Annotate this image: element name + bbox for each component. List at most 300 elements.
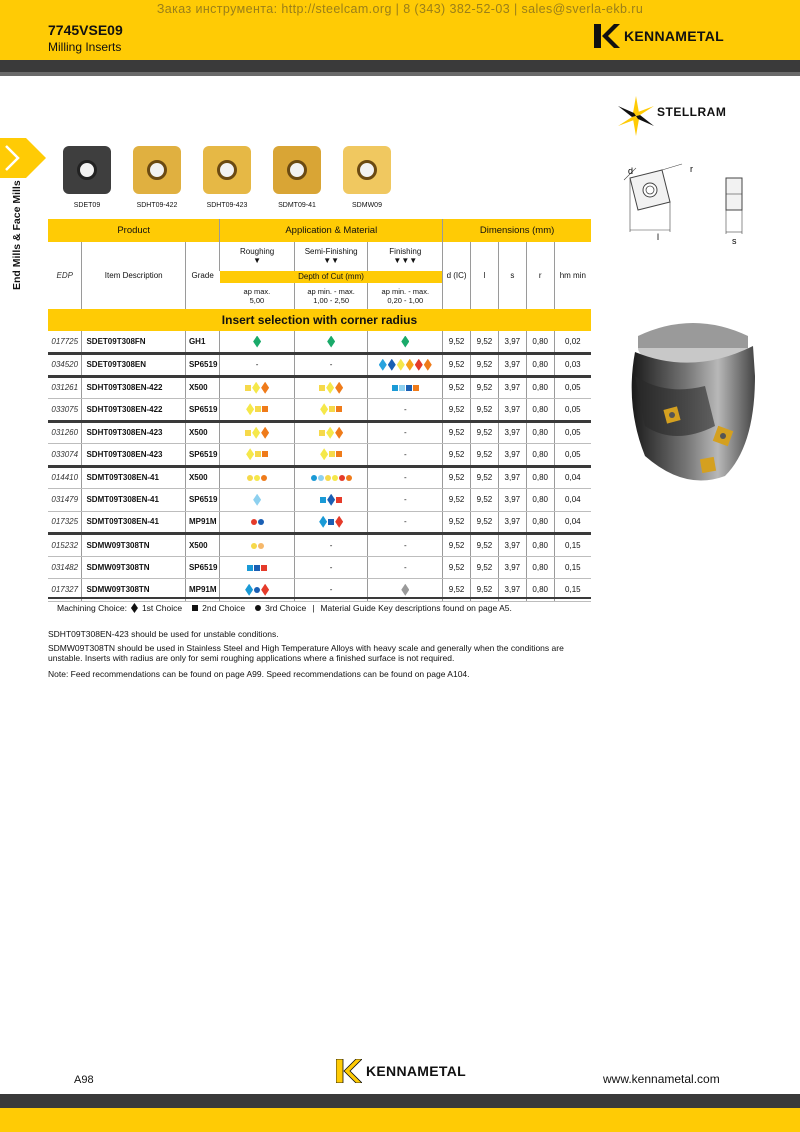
second-choice-square-icon xyxy=(255,451,261,457)
footer-stripe xyxy=(0,1094,800,1108)
col-finishing xyxy=(368,242,443,271)
insert-label-sdht09-422: SDHT09-422 xyxy=(136,202,178,209)
grade-cell: SP6519 xyxy=(185,354,219,377)
table-row xyxy=(48,444,591,467)
application-symbols xyxy=(220,444,294,467)
depth-of-cut: Depth of Cut (mm) xyxy=(220,271,443,283)
l-cell: 9,52 xyxy=(471,466,499,489)
col-edp: EDP xyxy=(56,270,73,280)
note-sdmw: SDMW09T308TN should be used in Stainless Steel and High Temperature Alloys with heavy scale and generally when the conditions are unstable. Inserts with radius are only for semi roughing applications where a finished surface is not required. xyxy=(48,643,564,663)
grade-cell: SP6519 xyxy=(185,489,219,512)
l-cell: 9,52 xyxy=(471,579,499,602)
application-symbols xyxy=(220,376,294,399)
product-code: 7745VSE09 xyxy=(48,22,123,38)
first-choice-diamond-icon xyxy=(252,382,260,394)
table-bottom-rule xyxy=(48,597,591,599)
second-choice-square-icon xyxy=(254,565,260,571)
symbol-group xyxy=(319,427,343,439)
second-choice-square-icon xyxy=(329,406,335,412)
item-description-cell: SDMW09T308TN xyxy=(82,579,185,602)
edp-cell: 031482 xyxy=(48,556,82,579)
ap-finish xyxy=(368,283,443,309)
first-choice-diamond-icon xyxy=(327,336,335,348)
insert-label-sdmw09: SDMW09 xyxy=(352,202,382,209)
symbol-group xyxy=(379,359,432,371)
legend-divider: | xyxy=(312,603,315,613)
l-cell: 9,52 xyxy=(471,376,499,399)
item-description-cell: SDET09T308EN xyxy=(82,354,185,377)
insert-image-sdht09-423 xyxy=(203,146,251,194)
first-choice-diamond-icon xyxy=(252,427,260,439)
grade-cell: X500 xyxy=(185,421,219,444)
grade-cell: MP91M xyxy=(185,511,219,534)
first-choice-diamond-icon xyxy=(253,494,261,506)
item-description-cell: SDHT09T308EN-423 xyxy=(82,444,185,467)
ap-rough-value: 5,00 xyxy=(249,295,265,305)
kennametal-wordmark: KENNAMETAL xyxy=(624,28,724,44)
side-tab-label: End Mills & Face Mills xyxy=(11,180,23,290)
insert-image-sdet09 xyxy=(63,146,111,194)
header-bar xyxy=(0,0,800,60)
l-cell: 9,52 xyxy=(471,556,499,579)
grade-cell: X500 xyxy=(185,534,219,557)
application-symbols xyxy=(294,376,368,399)
no-recommendation: - xyxy=(368,489,443,512)
website-link[interactable]: www.kennametal.com xyxy=(603,1072,720,1086)
kennametal-k-icon xyxy=(594,24,620,48)
d-cell: 9,52 xyxy=(443,556,471,579)
second-choice-square-icon xyxy=(336,497,342,503)
insert-dimension-drawing xyxy=(610,158,760,248)
no-recommendation: - xyxy=(294,354,368,377)
ap-finish-value: 0,20 - 1,00 xyxy=(387,295,424,305)
application-symbols xyxy=(220,534,294,557)
application-symbols xyxy=(294,421,368,444)
s-cell: 3,97 xyxy=(498,511,526,534)
circle-icon xyxy=(255,605,261,611)
r-cell: 0,80 xyxy=(526,511,554,534)
header-stripe xyxy=(0,60,800,72)
note-feed-speed: Note: Feed recommendations can be found on page A99. Speed recommendations can be found on page A104. xyxy=(48,669,470,679)
d-cell: 9,52 xyxy=(443,331,471,354)
table-group-header xyxy=(48,219,591,242)
kennametal-wordmark: KENNAMETAL xyxy=(366,1063,466,1079)
l-cell: 9,52 xyxy=(471,331,499,354)
grade-cell: GH1 xyxy=(185,331,219,354)
first-choice-diamond-icon xyxy=(261,427,269,439)
application-symbols xyxy=(294,511,368,534)
symbol-group xyxy=(319,516,343,528)
third-choice-circle-icon xyxy=(261,475,267,481)
second-choice-square-icon xyxy=(245,430,251,436)
insert-label-sdet09: SDET09 xyxy=(73,202,101,209)
ap-finish-label: ap min. - max. xyxy=(381,286,430,296)
table-row xyxy=(48,376,591,399)
symbol-group xyxy=(401,584,409,596)
edp-cell: 033074 xyxy=(48,444,82,467)
l-cell: 9,52 xyxy=(471,534,499,557)
no-recommendation: - xyxy=(368,421,443,444)
section-title: Insert selection with corner radius xyxy=(48,309,591,332)
item-description-cell: SDMT09T308EN-41 xyxy=(82,511,185,534)
ap-semi-label: ap min. - max. xyxy=(307,286,355,296)
first-choice-diamond-icon xyxy=(326,382,334,394)
edp-cell: 031260 xyxy=(48,421,82,444)
symbol-group xyxy=(246,448,268,460)
ap-semi-value: 1,00 - 2,50 xyxy=(313,295,350,305)
section-chevron-icon xyxy=(0,138,46,178)
s-cell: 3,97 xyxy=(498,421,526,444)
second-choice-square-icon xyxy=(262,451,268,457)
item-description-cell: SDHT09T308EN-422 xyxy=(82,399,185,422)
symbol-group xyxy=(327,336,335,348)
application-symbols xyxy=(368,354,443,377)
col-d: d (IC) xyxy=(443,242,471,309)
semi-label: Semi-Finishing xyxy=(304,247,358,256)
finishing-icon: ▼▼▼ xyxy=(393,256,418,265)
third-choice-circle-icon xyxy=(254,475,260,481)
grade-cell: X500 xyxy=(185,466,219,489)
application-symbols xyxy=(368,376,443,399)
milling-cutter-image xyxy=(605,316,760,496)
legend-guide: Material Guide Key descriptions found on page A5. xyxy=(320,603,512,613)
first-choice-diamond-icon xyxy=(415,359,423,371)
edp-cell: 033075 xyxy=(48,399,82,422)
first-choice-diamond-icon xyxy=(401,584,409,596)
table-row xyxy=(48,556,591,579)
third-choice-circle-icon xyxy=(311,475,317,481)
first-choice-diamond-icon xyxy=(320,403,328,415)
third-choice-circle-icon xyxy=(251,543,257,549)
third-choice-circle-icon xyxy=(247,475,253,481)
application-symbols xyxy=(220,421,294,444)
table-row xyxy=(48,421,591,444)
first-choice-diamond-icon xyxy=(261,382,269,394)
s-cell: 3,97 xyxy=(498,444,526,467)
col-item: Item Description xyxy=(82,242,185,309)
col-hm: hm min xyxy=(554,242,591,309)
second-choice-square-icon xyxy=(319,430,325,436)
d-cell: 9,52 xyxy=(443,444,471,467)
third-choice-circle-icon xyxy=(254,587,260,593)
third-choice-circle-icon xyxy=(258,543,264,549)
legend-first: 1st Choice xyxy=(141,603,183,613)
application-symbols xyxy=(220,489,294,512)
dim-d-label: d xyxy=(628,166,634,176)
d-cell: 9,52 xyxy=(443,579,471,602)
first-choice-diamond-icon xyxy=(246,448,254,460)
col-r: r xyxy=(526,242,554,309)
second-choice-square-icon xyxy=(399,385,405,391)
no-recommendation: - xyxy=(220,354,294,377)
hm-cell: 0,05 xyxy=(554,421,591,444)
first-choice-diamond-icon xyxy=(327,494,335,506)
symbol-group xyxy=(320,448,342,460)
hm-cell: 0,04 xyxy=(554,511,591,534)
ap-semi xyxy=(294,283,368,309)
r-cell: 0,80 xyxy=(526,466,554,489)
diamond-icon xyxy=(131,603,138,613)
header-stripe-light xyxy=(0,72,800,76)
second-choice-square-icon xyxy=(261,565,267,571)
item-description-cell: SDMT09T308EN-41 xyxy=(82,466,185,489)
hm-cell: 0,05 xyxy=(554,376,591,399)
second-choice-square-icon xyxy=(413,385,419,391)
insert-image-sdmw09 xyxy=(343,146,391,194)
edp-cell: 031261 xyxy=(48,376,82,399)
second-choice-square-icon xyxy=(262,406,268,412)
d-cell: 9,52 xyxy=(443,354,471,377)
symbol-group xyxy=(251,519,264,525)
legend-label: Machining Choice: xyxy=(57,603,127,613)
s-cell: 3,97 xyxy=(498,466,526,489)
first-choice-diamond-icon xyxy=(253,336,261,348)
col-grade: Grade xyxy=(185,242,219,309)
r-cell: 0,80 xyxy=(526,421,554,444)
third-choice-circle-icon xyxy=(258,519,264,525)
no-recommendation: - xyxy=(368,466,443,489)
second-choice-square-icon xyxy=(336,451,342,457)
symbol-group xyxy=(247,475,267,481)
table-body xyxy=(48,331,591,601)
footer-band xyxy=(0,1108,800,1132)
header-dimensions: Dimensions (mm) xyxy=(443,219,591,242)
d-cell: 9,52 xyxy=(443,534,471,557)
first-choice-diamond-icon xyxy=(335,427,343,439)
application-symbols xyxy=(220,399,294,422)
r-cell: 0,80 xyxy=(526,534,554,557)
roughing-icon: ▼ xyxy=(253,256,262,265)
s-cell: 3,97 xyxy=(498,556,526,579)
insert-image-sdmt09-41 xyxy=(273,146,321,194)
symbol-group xyxy=(253,336,261,348)
second-choice-square-icon xyxy=(320,497,326,503)
application-symbols xyxy=(294,331,368,354)
table-row xyxy=(48,511,591,534)
edp-cell: 015232 xyxy=(48,534,82,557)
table-row xyxy=(48,534,591,557)
r-cell: 0,80 xyxy=(526,556,554,579)
third-choice-circle-icon xyxy=(325,475,331,481)
semi-icon: ▼▼ xyxy=(323,256,340,265)
hm-cell: 0,05 xyxy=(554,399,591,422)
hm-cell: 0,15 xyxy=(554,556,591,579)
third-choice-circle-icon xyxy=(318,475,324,481)
ap-rough-label: ap max. xyxy=(243,286,271,296)
first-choice-diamond-icon xyxy=(246,403,254,415)
hm-cell: 0,04 xyxy=(554,489,591,512)
grade-cell: SP6519 xyxy=(185,444,219,467)
symbol-group xyxy=(245,584,269,596)
application-symbols xyxy=(294,489,368,512)
application-symbols xyxy=(294,444,368,467)
square-icon xyxy=(192,605,198,611)
note-unstable: SDHT09T308EN-423 should be used for unstable conditions. xyxy=(48,629,279,639)
page-number: A98 xyxy=(74,1074,94,1086)
no-recommendation: - xyxy=(368,556,443,579)
s-cell: 3,97 xyxy=(498,489,526,512)
insert-label-sdmt09-41: SDMT09-41 xyxy=(278,202,316,209)
table-row xyxy=(48,489,591,512)
edp-cell: 034520 xyxy=(48,354,82,377)
contact-line[interactable]: Заказ инструмента: http://steelcam.org | 8 (343) 382-52-03 | sales@sverla-ekb.ru xyxy=(156,2,644,16)
l-cell: 9,52 xyxy=(471,354,499,377)
hm-cell: 0,15 xyxy=(554,579,591,602)
no-recommendation: - xyxy=(368,444,443,467)
table-row xyxy=(48,399,591,422)
item-description-cell: SDET09T308FN xyxy=(82,331,185,354)
kennametal-logo-header xyxy=(594,24,724,48)
grade-cell: SP6519 xyxy=(185,399,219,422)
grade-cell: X500 xyxy=(185,376,219,399)
symbol-group xyxy=(247,565,267,571)
no-recommendation: - xyxy=(368,534,443,557)
d-cell: 9,52 xyxy=(443,511,471,534)
first-choice-diamond-icon xyxy=(379,359,387,371)
s-cell: 3,97 xyxy=(498,534,526,557)
no-recommendation: - xyxy=(294,579,368,602)
second-choice-square-icon xyxy=(406,385,412,391)
section-header-row xyxy=(48,309,591,332)
symbol-group xyxy=(320,494,342,506)
hm-cell: 0,04 xyxy=(554,466,591,489)
grade-cell: MP91M xyxy=(185,579,219,602)
d-cell: 9,52 xyxy=(443,421,471,444)
first-choice-diamond-icon xyxy=(406,359,414,371)
header-application: Application & Material xyxy=(220,219,443,242)
page-subtitle: Milling Inserts xyxy=(48,40,122,54)
hm-cell: 0,02 xyxy=(554,331,591,354)
r-cell: 0,80 xyxy=(526,444,554,467)
table-row xyxy=(48,466,591,489)
s-cell: 3,97 xyxy=(498,579,526,602)
legend-second: 2nd Choice xyxy=(202,603,246,613)
r-cell: 0,80 xyxy=(526,399,554,422)
kennametal-logo-footer xyxy=(336,1059,466,1083)
first-choice-diamond-icon xyxy=(320,448,328,460)
table-row xyxy=(48,331,591,354)
d-cell: 9,52 xyxy=(443,376,471,399)
l-cell: 9,52 xyxy=(471,421,499,444)
third-choice-circle-icon xyxy=(339,475,345,481)
item-description-cell: SDMW09T308TN xyxy=(82,556,185,579)
table-op-header xyxy=(48,242,591,271)
r-cell: 0,80 xyxy=(526,579,554,602)
symbol-group xyxy=(246,403,268,415)
hm-cell: 0,05 xyxy=(554,444,591,467)
symbol-group xyxy=(253,494,261,506)
table-row xyxy=(48,354,591,377)
l-cell: 9,52 xyxy=(471,511,499,534)
first-choice-diamond-icon xyxy=(424,359,432,371)
symbol-group xyxy=(251,543,264,549)
no-recommendation: - xyxy=(294,534,368,557)
item-description-cell: SDMW09T308TN xyxy=(82,534,185,557)
stellram-logo xyxy=(617,94,757,138)
r-cell: 0,80 xyxy=(526,354,554,377)
first-choice-diamond-icon xyxy=(388,359,396,371)
insert-image-sdht09-422 xyxy=(133,146,181,194)
l-cell: 9,52 xyxy=(471,399,499,422)
s-cell: 3,97 xyxy=(498,376,526,399)
header-product: Product xyxy=(48,219,220,242)
item-description-cell: SDMT09T308EN-41 xyxy=(82,489,185,512)
symbol-group xyxy=(319,382,343,394)
first-choice-diamond-icon xyxy=(401,336,409,348)
application-symbols xyxy=(220,331,294,354)
symbol-group xyxy=(311,475,352,481)
third-choice-circle-icon xyxy=(332,475,338,481)
symbol-group xyxy=(401,336,409,348)
legend-third: 3rd Choice xyxy=(265,603,307,613)
application-symbols xyxy=(294,399,368,422)
hm-cell: 0,15 xyxy=(554,534,591,557)
third-choice-circle-icon xyxy=(251,519,257,525)
item-description-cell: SDHT09T308EN-422 xyxy=(82,376,185,399)
s-cell: 3,97 xyxy=(498,331,526,354)
dim-l-label: l xyxy=(657,232,659,242)
first-choice-diamond-icon xyxy=(335,382,343,394)
col-s: s xyxy=(498,242,526,309)
s-cell: 3,97 xyxy=(498,354,526,377)
s-cell: 3,97 xyxy=(498,399,526,422)
symbol-group xyxy=(245,427,269,439)
first-choice-diamond-icon xyxy=(261,584,269,596)
first-choice-diamond-icon xyxy=(335,516,343,528)
second-choice-square-icon xyxy=(336,406,342,412)
insert-selection-table xyxy=(48,219,591,602)
machining-choice-legend xyxy=(57,603,512,613)
insert-label-sdht09-423: SDHT09-423 xyxy=(206,202,248,209)
kennametal-k-icon xyxy=(336,1059,362,1083)
r-cell: 0,80 xyxy=(526,489,554,512)
first-choice-diamond-icon xyxy=(245,584,253,596)
second-choice-square-icon xyxy=(319,385,325,391)
edp-cell: 031479 xyxy=(48,489,82,512)
no-recommendation: - xyxy=(368,399,443,422)
col-semi xyxy=(294,242,368,271)
second-choice-square-icon xyxy=(247,565,253,571)
third-choice-circle-icon xyxy=(346,475,352,481)
edp-cell: 014410 xyxy=(48,466,82,489)
grade-cell: SP6519 xyxy=(185,556,219,579)
d-cell: 9,52 xyxy=(443,399,471,422)
first-choice-diamond-icon xyxy=(326,427,334,439)
no-recommendation: - xyxy=(368,511,443,534)
stellram-star-icon xyxy=(617,94,657,138)
symbol-group xyxy=(320,403,342,415)
finishing-label: Finishing xyxy=(389,247,422,256)
l-cell: 9,52 xyxy=(471,489,499,512)
col-roughing xyxy=(220,242,294,271)
first-choice-diamond-icon xyxy=(397,359,405,371)
ap-rough xyxy=(220,283,294,309)
first-choice-diamond-icon xyxy=(319,516,327,528)
stellram-wordmark: STELLRAM xyxy=(657,105,727,119)
no-recommendation: - xyxy=(294,556,368,579)
edp-cell: 017327 xyxy=(48,579,82,602)
symbol-group xyxy=(245,382,269,394)
col-l: l xyxy=(471,242,499,309)
item-description-cell: SDHT09T308EN-423 xyxy=(82,421,185,444)
hm-cell: 0,03 xyxy=(554,354,591,377)
second-choice-square-icon xyxy=(392,385,398,391)
second-choice-square-icon xyxy=(245,385,251,391)
dim-r-label: r xyxy=(690,164,693,174)
edp-cell: 017725 xyxy=(48,331,82,354)
r-cell: 0,80 xyxy=(526,376,554,399)
d-cell: 9,52 xyxy=(443,466,471,489)
